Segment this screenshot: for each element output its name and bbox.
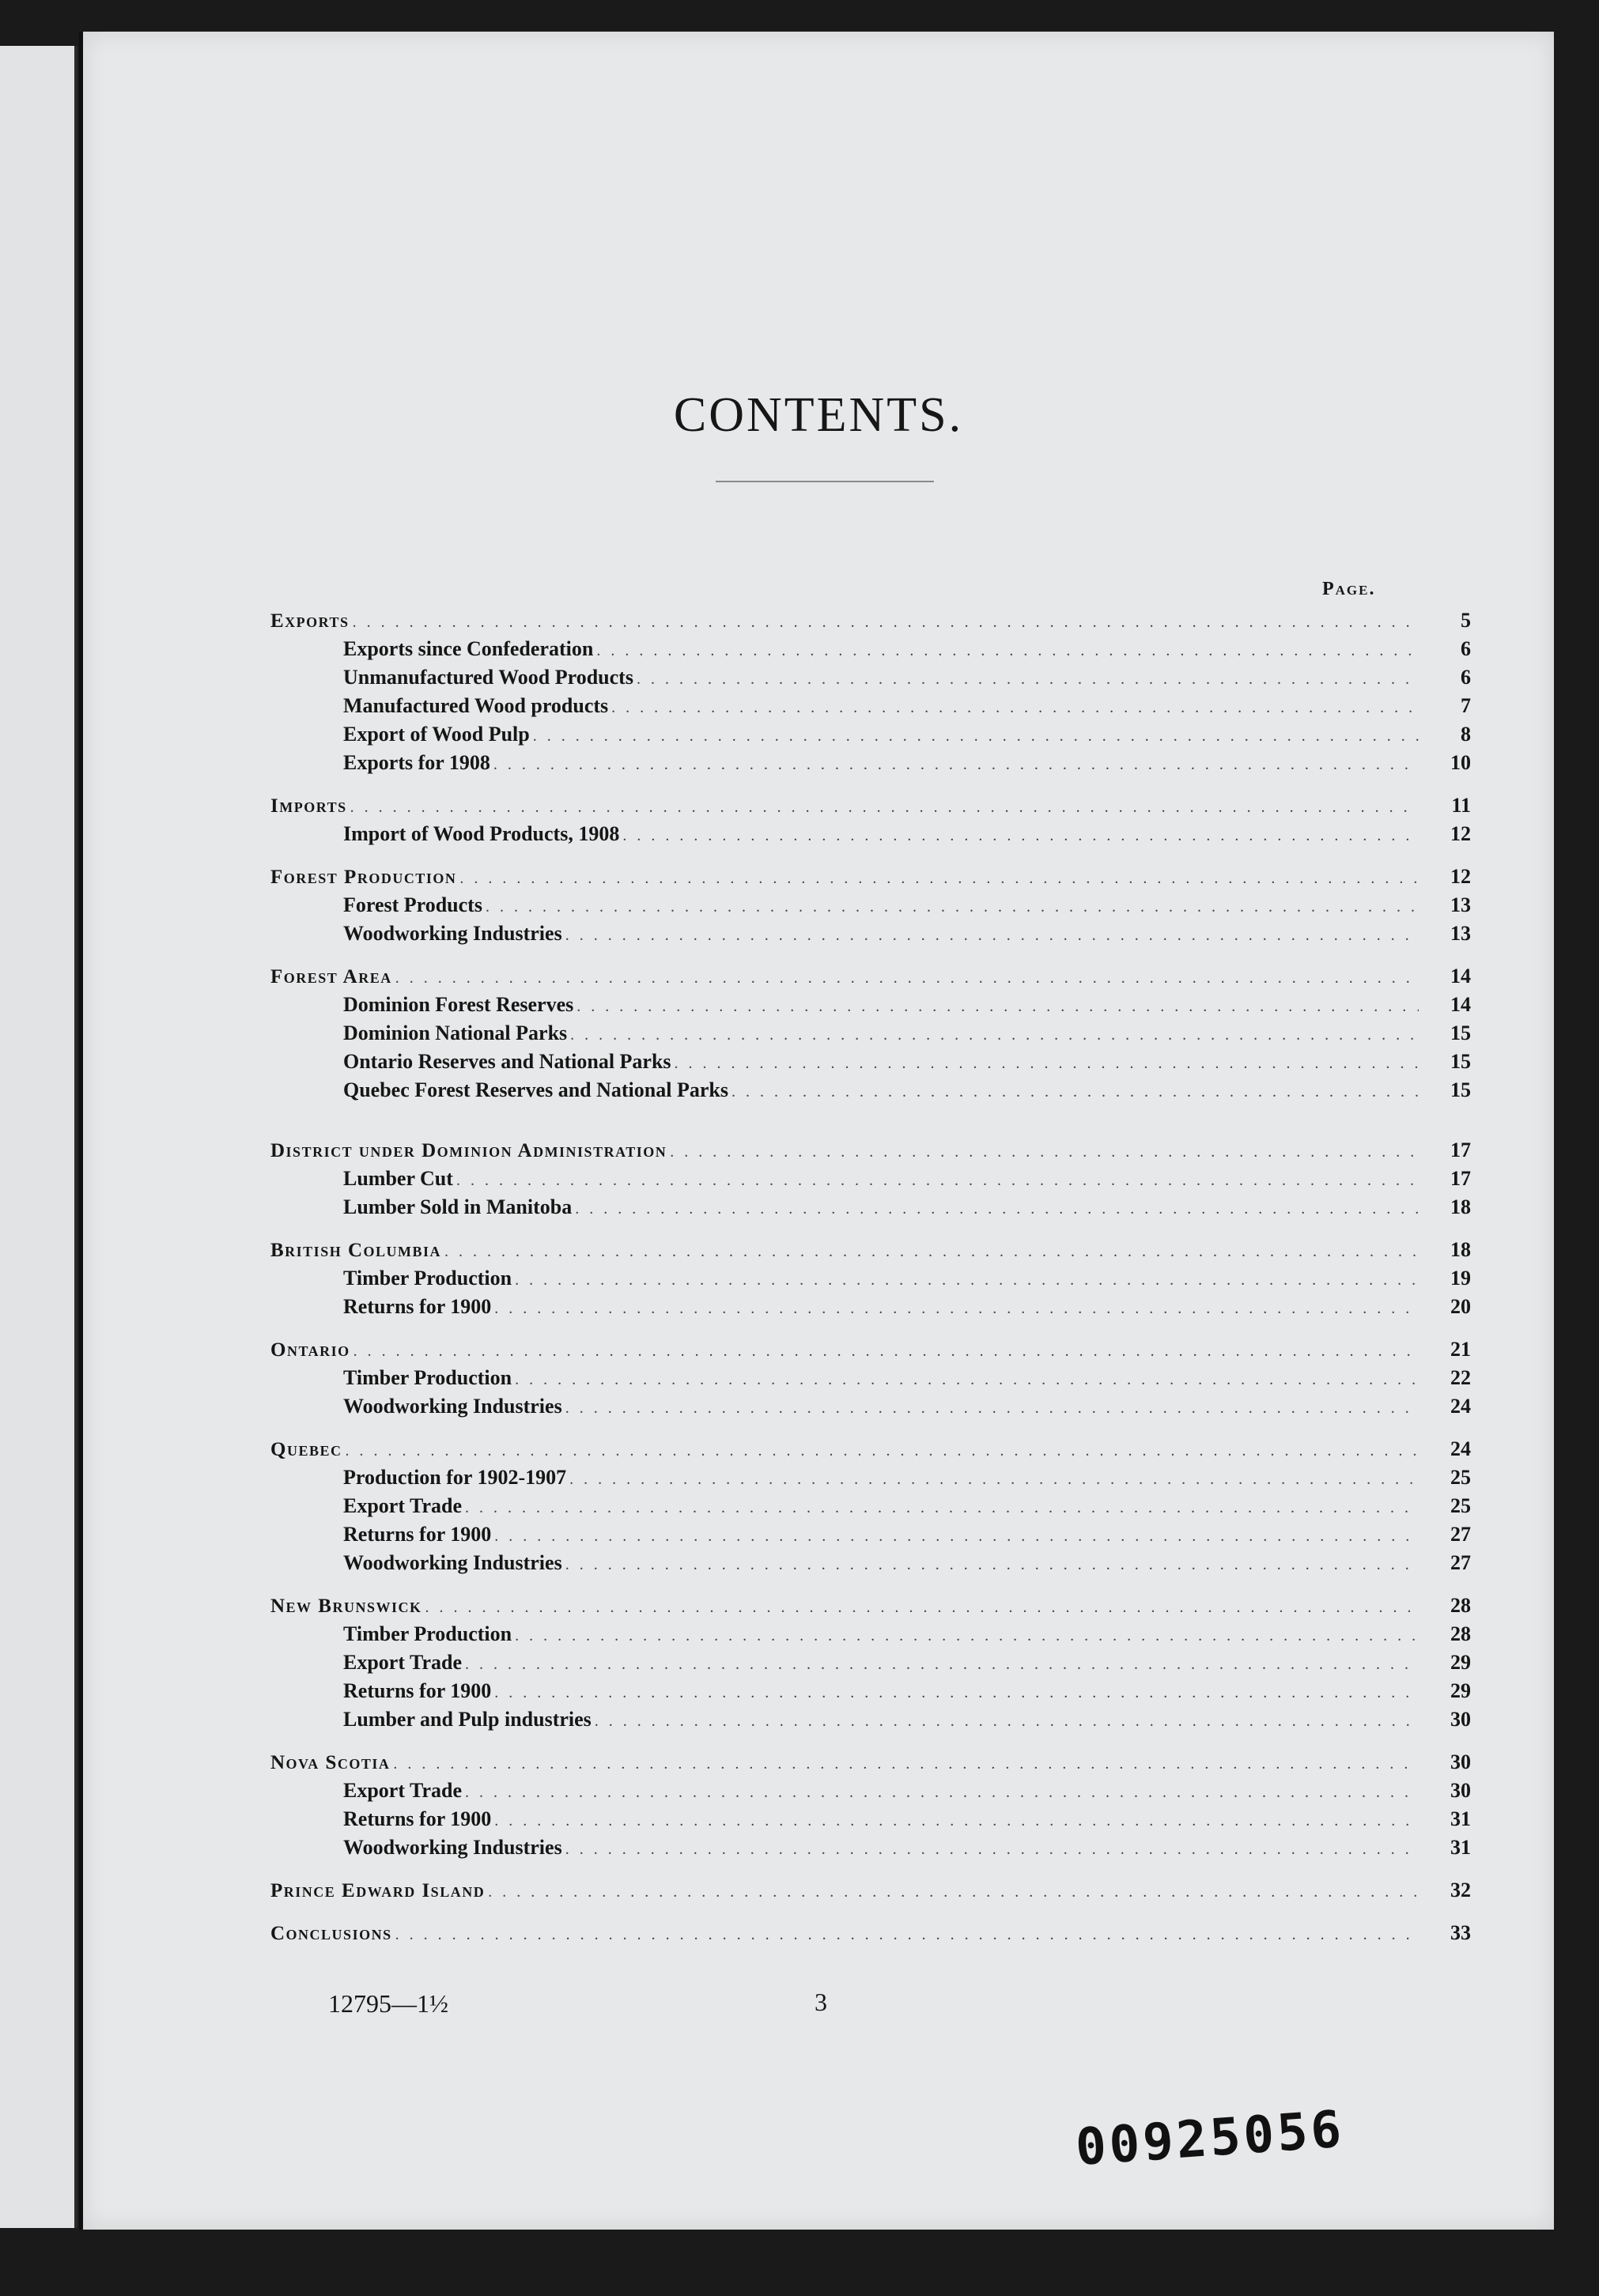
dot-leader <box>515 1371 1419 1389</box>
dot-leader <box>565 1399 1419 1418</box>
toc-item-label: Woodworking Industries <box>343 922 562 945</box>
toc-item-label: Dominion National Parks <box>343 1021 568 1044</box>
toc-section-label: British Columbia <box>270 1240 442 1261</box>
toc-item-row <box>270 1395 1471 1423</box>
toc-section-row <box>270 1594 1471 1622</box>
toc-page-number: 17 <box>1450 1139 1471 1161</box>
dot-leader <box>393 1755 1419 1773</box>
toc-item-label: Returns for 1900 <box>343 1523 492 1546</box>
dot-leader <box>637 670 1419 689</box>
toc-page-number: 17 <box>1450 1167 1471 1190</box>
toc-page-number: 32 <box>1450 1879 1471 1901</box>
toc-item-row <box>270 1523 1471 1551</box>
toc-section-row <box>270 1437 1471 1466</box>
section-gap <box>270 1736 1471 1750</box>
dot-leader <box>670 1143 1419 1161</box>
toc-page-number: 6 <box>1461 637 1471 660</box>
toc-page-number: 29 <box>1450 1651 1471 1674</box>
toc-page-number: 12 <box>1450 865 1471 888</box>
dot-leader <box>611 699 1419 717</box>
toc-page-number: 33 <box>1450 1921 1471 1944</box>
toc-item-label: Export of Wood Pulp <box>343 723 530 746</box>
page-title: CONTENTS. <box>673 388 964 442</box>
section-gap <box>270 1324 1471 1338</box>
dot-leader <box>488 1883 1419 1901</box>
toc-item-row <box>270 1494 1471 1523</box>
toc-item-row <box>270 694 1471 723</box>
dot-leader <box>533 727 1419 746</box>
toc-section-row <box>270 965 1471 993</box>
toc-item-label: Timber Production <box>343 1366 512 1389</box>
toc-page-number: 13 <box>1450 893 1471 916</box>
toc-item-row <box>270 893 1471 922</box>
dot-leader <box>425 1599 1419 1617</box>
dot-leader <box>494 1812 1419 1830</box>
toc-item-label: Woodworking Industries <box>343 1836 562 1859</box>
dot-leader <box>596 642 1419 660</box>
toc-section-row <box>270 1338 1471 1366</box>
toc-item-label: Timber Production <box>343 1622 512 1645</box>
toc-section-row <box>270 794 1471 822</box>
toc-item-row <box>270 723 1471 751</box>
section-gap <box>270 1864 1471 1879</box>
toc-item-row <box>270 1551 1471 1580</box>
toc-page-number: 28 <box>1450 1622 1471 1645</box>
toc-page-number: 30 <box>1450 1779 1471 1802</box>
toc-item-row <box>270 1267 1471 1295</box>
toc-item-label: Ontario Reserves and National Parks <box>343 1050 671 1073</box>
dot-leader <box>465 1499 1419 1517</box>
dot-leader <box>456 1172 1419 1190</box>
section-gap <box>270 950 1471 965</box>
page-column-header: Page. <box>1322 579 1376 599</box>
toc-page-number: 21 <box>1450 1338 1471 1361</box>
toc-page-number: 18 <box>1450 1195 1471 1218</box>
toc-section-row <box>270 1879 1471 1907</box>
toc-item-row <box>270 1807 1471 1836</box>
dot-leader <box>595 1713 1419 1731</box>
toc-page-number: 27 <box>1450 1551 1471 1574</box>
toc-page-number: 25 <box>1450 1494 1471 1517</box>
toc-section-row <box>270 1238 1471 1267</box>
dot-leader <box>350 799 1419 817</box>
toc-item-row <box>270 1779 1471 1807</box>
toc-item-label: Unmanufactured Wood Products <box>343 666 633 689</box>
toc-item-label: Returns for 1900 <box>343 1295 492 1318</box>
dot-leader <box>493 756 1419 774</box>
dot-leader <box>576 998 1419 1016</box>
toc-page-number: 30 <box>1450 1708 1471 1731</box>
toc-page-number: 28 <box>1450 1594 1471 1617</box>
table-of-contents <box>270 609 1471 1950</box>
toc-item-label: Exports since Confederation <box>343 637 594 660</box>
toc-item-row <box>270 1078 1471 1107</box>
toc-item-label: Lumber Sold in Manitoba <box>343 1195 573 1218</box>
toc-item-label: Production for 1902-1907 <box>343 1466 567 1489</box>
toc-item-row <box>270 1679 1471 1708</box>
dot-leader <box>345 1442 1419 1460</box>
toc-item-row <box>270 637 1471 666</box>
toc-section-label: District under Dominion Administration <box>270 1140 667 1161</box>
toc-item-label: Export Trade <box>343 1651 462 1674</box>
toc-page-number: 13 <box>1450 922 1471 945</box>
toc-page-number: 22 <box>1450 1366 1471 1389</box>
toc-item-label: Quebec Forest Reserves and National Parks <box>343 1078 728 1101</box>
section-gap <box>270 780 1471 794</box>
toc-item-label: Manufactured Wood products <box>343 694 609 717</box>
toc-section-label: Ontario <box>270 1339 350 1361</box>
toc-section-row <box>270 1921 1471 1950</box>
toc-item-row <box>270 1021 1471 1050</box>
toc-section-row <box>270 1750 1471 1779</box>
toc-item-label: Forest Products <box>343 893 482 916</box>
dot-leader <box>465 1656 1419 1674</box>
toc-section-row <box>270 865 1471 893</box>
dot-leader <box>459 870 1419 888</box>
toc-page-number: 31 <box>1450 1807 1471 1830</box>
dot-leader <box>565 1556 1419 1574</box>
toc-page-number: 27 <box>1450 1523 1471 1546</box>
dot-leader <box>565 1841 1419 1859</box>
toc-page-number: 24 <box>1450 1437 1471 1460</box>
toc-page-number: 31 <box>1450 1836 1471 1859</box>
section-gap <box>270 1107 1471 1139</box>
toc-section-row <box>270 609 1471 637</box>
dot-leader <box>515 1271 1419 1290</box>
toc-item-row <box>270 1366 1471 1395</box>
toc-item-row <box>270 1651 1471 1679</box>
page-number: 3 <box>815 1988 827 2016</box>
toc-item-label: Import of Wood Products, 1908 <box>343 822 620 845</box>
toc-page-number: 25 <box>1450 1466 1471 1489</box>
toc-item-row <box>270 822 1471 851</box>
dot-leader <box>569 1471 1419 1489</box>
dot-leader <box>395 969 1419 988</box>
toc-item-row <box>270 922 1471 950</box>
toc-page-number: 5 <box>1461 609 1471 632</box>
toc-section-label: Prince Edward Island <box>270 1880 486 1901</box>
toc-page-number: 10 <box>1450 751 1471 774</box>
toc-item-label: Lumber Cut <box>343 1167 453 1190</box>
facing-page-edge <box>0 46 77 2228</box>
toc-page-number: 8 <box>1461 723 1471 746</box>
toc-item-label: Woodworking Industries <box>343 1395 562 1418</box>
toc-section-label: Nova Scotia <box>270 1752 391 1773</box>
dot-leader <box>486 898 1419 916</box>
toc-item-row <box>270 993 1471 1021</box>
dot-leader <box>494 1684 1419 1702</box>
toc-item-label: Dominion Forest Reserves <box>343 993 574 1016</box>
toc-page-number: 12 <box>1450 822 1471 845</box>
toc-page-number: 14 <box>1450 993 1471 1016</box>
toc-item-row <box>270 666 1471 694</box>
dot-leader <box>575 1200 1419 1218</box>
toc-page-number: 6 <box>1461 666 1471 689</box>
toc-page-number: 20 <box>1450 1295 1471 1318</box>
dot-leader <box>494 1300 1419 1318</box>
dot-leader <box>675 1055 1419 1073</box>
toc-item-label: Lumber and Pulp industries <box>343 1708 592 1731</box>
toc-item-label: Returns for 1900 <box>343 1679 492 1702</box>
toc-item-row <box>270 1836 1471 1864</box>
toc-section-label: Conclusions <box>270 1923 392 1944</box>
toc-section-label: Forest Area <box>270 966 392 988</box>
archive-stamp-number: 00925056 <box>1073 2100 1347 2177</box>
toc-item-label: Export Trade <box>343 1779 462 1802</box>
toc-section-label: New Brunswick <box>270 1595 422 1617</box>
toc-item-row <box>270 1295 1471 1324</box>
toc-item-row <box>270 1167 1471 1195</box>
toc-item-row <box>270 1466 1471 1494</box>
print-code: 12795—1½ <box>328 1989 448 2018</box>
section-gap <box>270 1423 1471 1437</box>
dot-leader <box>444 1243 1419 1261</box>
toc-item-row <box>270 1622 1471 1651</box>
toc-item-label: Export Trade <box>343 1494 462 1517</box>
dot-leader <box>494 1528 1419 1546</box>
toc-item-label: Woodworking Industries <box>343 1551 562 1574</box>
toc-page-number: 30 <box>1450 1750 1471 1773</box>
dot-leader <box>515 1627 1419 1645</box>
dot-leader <box>465 1784 1419 1802</box>
toc-page-number: 7 <box>1461 694 1471 717</box>
dot-leader <box>731 1083 1419 1101</box>
toc-page-number: 15 <box>1450 1021 1471 1044</box>
toc-section-label: Forest Production <box>270 867 457 888</box>
toc-page-number: 24 <box>1450 1395 1471 1418</box>
dot-leader <box>395 1926 1419 1944</box>
dot-leader <box>353 614 1419 632</box>
toc-item-row <box>270 1050 1471 1078</box>
toc-section-row <box>270 1139 1471 1167</box>
section-gap <box>270 1580 1471 1594</box>
toc-item-label: Timber Production <box>343 1267 512 1290</box>
document-page <box>79 32 1554 2230</box>
toc-page-number: 14 <box>1450 965 1471 988</box>
toc-item-label: Returns for 1900 <box>343 1807 492 1830</box>
toc-section-label: Quebec <box>270 1439 342 1460</box>
dot-leader <box>622 827 1419 845</box>
toc-item-row <box>270 751 1471 780</box>
toc-item-label: Exports for 1908 <box>343 751 490 774</box>
toc-section-label: Exports <box>270 610 350 632</box>
toc-page-number: 11 <box>1451 794 1471 817</box>
toc-page-number: 15 <box>1450 1050 1471 1073</box>
toc-page-number: 29 <box>1450 1679 1471 1702</box>
toc-item-row <box>270 1195 1471 1224</box>
toc-page-number: 15 <box>1450 1078 1471 1101</box>
toc-page-number: 18 <box>1450 1238 1471 1261</box>
section-gap <box>270 851 1471 865</box>
section-gap <box>270 1224 1471 1238</box>
toc-item-row <box>270 1708 1471 1736</box>
toc-page-number: 19 <box>1450 1267 1471 1290</box>
dot-leader <box>565 927 1419 945</box>
toc-section-label: Imports <box>270 795 347 817</box>
dot-leader <box>353 1342 1419 1361</box>
dot-leader <box>570 1026 1419 1044</box>
title-rule <box>716 481 934 482</box>
section-gap <box>270 1907 1471 1921</box>
